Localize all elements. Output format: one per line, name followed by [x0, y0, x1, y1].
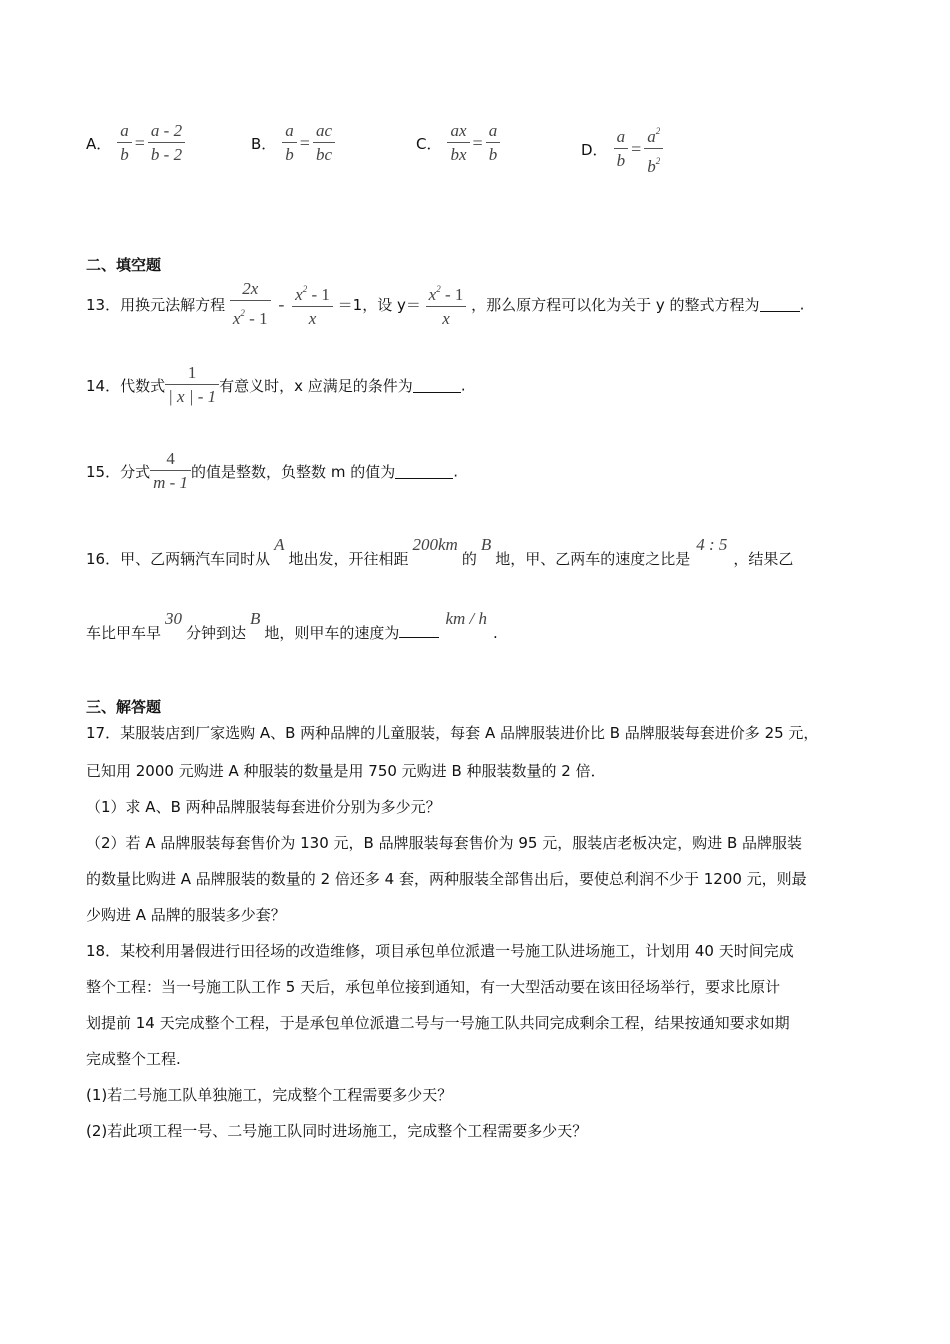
question-13: 13．用换元法解方程 $\frac{2x}{x^2 - 1}$ - $\frac{x^2 - 1}{x}$ ＝1，设 y＝ $\frac{x^2 - 1}{x}$ ，那么原方程可以化为关于 y 的整式方程为 . — [86, 278, 804, 331]
question-18-line: 完成整个工程. — [86, 1050, 181, 1068]
option-d: D． $\frac{a}{b}$ = $\frac{a^2}{b^2}$ — [581, 120, 663, 179]
question-17-line: （1）求 A、B 两种品牌服装每套进价分别为多少元？ — [86, 798, 441, 816]
question-14: 14．代数式 $\frac{1}{| x | - 1}$ 有意义时，x 应满足的条件为 . — [86, 362, 466, 409]
question-18-line: 划提前 14 天完成整个工程，于是承包单位派遣二号与一号施工队共同完成剩余工程，结果按通知要求如期 — [86, 1014, 790, 1032]
fraction: $\frac{a}{b}$ — [117, 120, 132, 167]
fraction: $\frac{ac}{bc}$ — [313, 120, 335, 167]
fraction: $\frac{x^2 - 1}{x}$ — [292, 278, 333, 331]
question-15: 15．分式 $\frac{4}{m - 1}$ 的值是整数，负整数 m 的值为 . — [86, 448, 458, 495]
option-a: A． $\frac{a}{b}$ = $\frac{a - 2}{b - 2}$ — [86, 120, 185, 167]
section-heading-solve: 三、解答题 — [86, 698, 162, 716]
question-16-line-1: 16．甲、乙两辆汽车同时从A地出发，开往相距200km的B地，甲、乙两车的速度之比是4 : 5，结果乙 — [86, 535, 794, 568]
section-heading-fill-blank: 二、填空题 — [86, 256, 162, 274]
question-17-line: （2）若 A 品牌服装每套售价为 130 元，B 品牌服装每套售价为 95 元，服装店老板决定，购进 B 品牌服装 — [86, 834, 803, 852]
fraction: $\frac{1}{| x | - 1}$ — [165, 362, 219, 409]
question-17-line: 已知用 2000 元购进 A 种服装的数量是用 750 元购进 B 种服装数量的 2 倍． — [86, 762, 606, 780]
question-17-line: 的数量比购进 A 品牌服装的数量的 2 倍还多 4 套，两种服装全部售出后，要使总利润不少于 1200 元，则最 — [86, 870, 807, 888]
fraction: $\frac{a - 2}{b - 2}$ — [148, 120, 185, 167]
fraction: $\frac{a}{b}$ — [614, 126, 629, 173]
question-16-line-2: 车比甲车早30分钟到达B地，则甲车的速度为km / h. — [86, 609, 498, 642]
fraction: $\frac{a}{b}$ — [282, 120, 297, 167]
option-c: C． $\frac{ax}{bx}$ = $\frac{a}{b}$ — [416, 120, 500, 167]
fraction: $\frac{a^2}{b^2}$ — [644, 120, 663, 179]
answer-blank — [395, 464, 453, 479]
question-18-line: 整个工程：当一号施工队工作 5 天后，承包单位接到通知，有一大型活动要在该田径场举行，要求比原计 — [86, 978, 781, 996]
fraction: $\frac{ax}{bx}$ — [447, 120, 469, 167]
option-b: B． $\frac{a}{b}$ = $\frac{ac}{bc}$ — [251, 120, 335, 167]
fraction: $\frac{a}{b}$ — [486, 120, 501, 167]
question-17-line: 17．某服装店到厂家选购 A、B 两种品牌的儿童服装，每套 A 品牌服装进价比 B 品牌服装每套进价多 25 元， — [86, 724, 819, 742]
fraction: $\frac{x^2 - 1}{x}$ — [426, 278, 467, 331]
question-18-line: (2)若此项工程一号、二号施工队同时进场施工，完成整个工程需要多少天？ — [86, 1122, 588, 1140]
question-17-line: 少购进 A 品牌的服装多少套？ — [86, 906, 286, 924]
answer-blank — [413, 378, 461, 393]
answer-blank — [760, 297, 800, 312]
fraction: $\frac{4}{m - 1}$ — [150, 448, 191, 495]
question-18-line: (1)若二号施工队单独施工，完成整个工程需要多少天？ — [86, 1086, 453, 1104]
question-18-line: 18．某校利用暑假进行田径场的改造维修，项目承包单位派遣一号施工队进场施工，计划用 40 天时间完成 — [86, 942, 794, 960]
fraction: $\frac{2x}{x^2 - 1}$ — [230, 278, 271, 331]
answer-blank — [399, 623, 439, 638]
